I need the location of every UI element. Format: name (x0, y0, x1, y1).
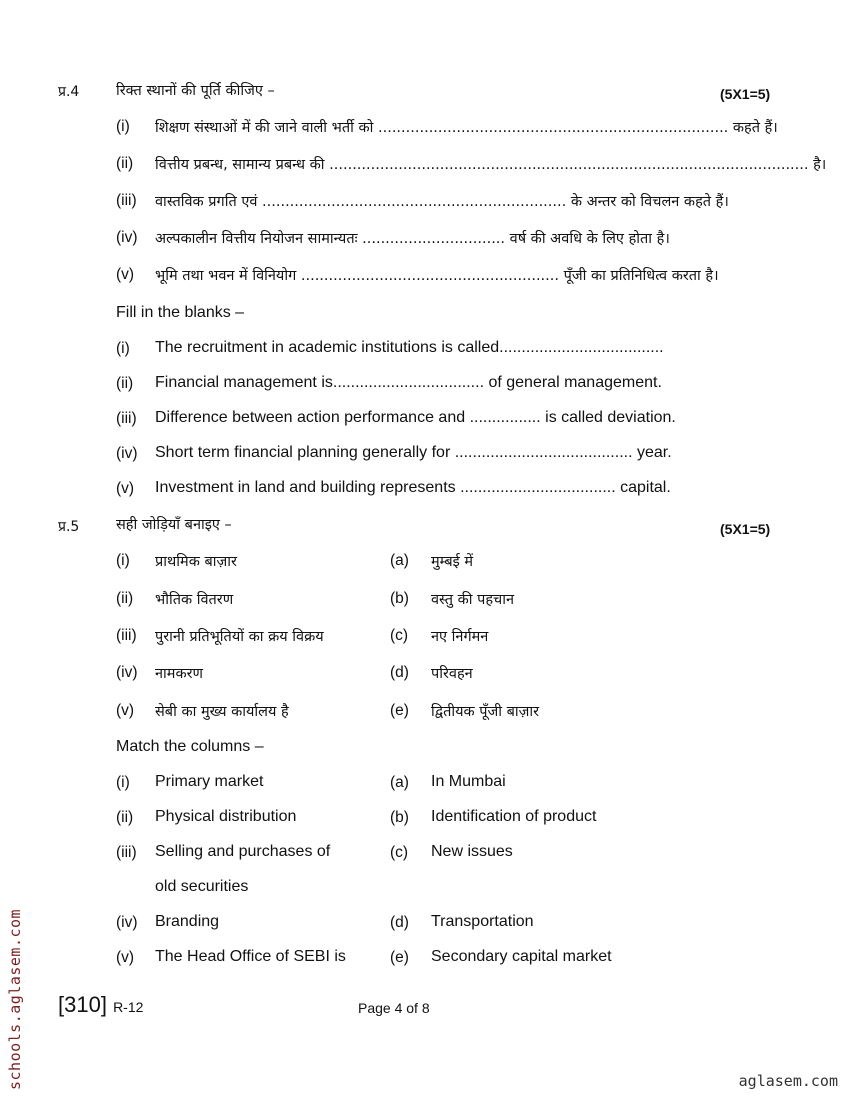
side-watermark: schools.aglasem.com (6, 908, 24, 1090)
q5-en-left-5: The Head Office of SEBI is (155, 948, 346, 965)
q5-number: प्र.5 (58, 519, 80, 535)
q5-en-rnum-4: (d) (390, 914, 409, 931)
q4-en-item-5: Investment in land and building represents ................................... capital. (155, 479, 671, 496)
q5-hi-right-2: वस्तु की पहचान (431, 592, 515, 608)
q4-hi-item-2: वित्तीय प्रबन्ध, सामान्य प्रबन्ध की ........................................................................................................ है। (155, 157, 827, 173)
q5-hi-lnum-1: (i) (116, 552, 130, 569)
q5-en-lnum-1: (i) (116, 774, 130, 791)
q5-hi-left-2: भौतिक वितरण (155, 592, 234, 608)
q5-marks: (5X1=5) (720, 521, 771, 537)
q5-hi-right-3: नए निर्गमन (431, 629, 489, 645)
paper-code-footer (58, 992, 143, 1018)
q4-hi-item-4: अल्पकालीन वित्तीय नियोजन सामान्यतः ............................... वर्ष की अवधि के लिए होता है। (155, 231, 670, 247)
q5-en-lnum-4: (iv) (116, 914, 138, 931)
q4-hi-item-3: वास्तविक प्रगति एवं .................................................................. के अन्तर को विचलन कहते हैं। (155, 194, 729, 210)
q4-hi-num-4: (iv) (116, 229, 138, 246)
q5-hi-right-4: परिवहन (431, 666, 473, 682)
q5-en-rnum-5: (e) (390, 949, 409, 966)
q5-en-right-5: Secondary capital market (431, 948, 612, 965)
q5-en-right-4: Transportation (431, 913, 534, 930)
q4-hi-num-2: (ii) (116, 155, 134, 172)
q4-marks: (5X1=5) (720, 86, 771, 102)
paper-series: R-12 (113, 999, 144, 1015)
q5-heading-english: Match the columns – (116, 738, 264, 755)
q5-en-left-4: Branding (155, 913, 220, 930)
q4-en-num-1: (i) (116, 340, 130, 357)
q4-number: प्र.4 (58, 84, 80, 100)
q5-hi-left-5: सेबी का मुख्य कार्यालय है (155, 704, 289, 720)
q5-en-left-1: Primary market (155, 773, 264, 790)
q5-en-rnum-3: (c) (390, 844, 409, 861)
q5-en-rnum-2: (b) (390, 809, 409, 826)
q4-en-item-2: Financial management is.................................. of general management. (155, 374, 662, 391)
q4-en-item-1: The recruitment in academic institutions is called..................................... (155, 339, 664, 356)
q5-en-right-2: Identification of product (431, 808, 597, 825)
q5-en-left-2: Physical distribution (155, 808, 297, 825)
q4-heading-hindi: रिक्त स्थानों की पूर्ति कीजिए – (116, 83, 275, 99)
q4-heading-english: Fill in the blanks – (116, 304, 245, 321)
q5-hi-rnum-1: (a) (390, 552, 409, 569)
q5-hi-lnum-2: (ii) (116, 590, 134, 607)
q5-en-lnum-2: (ii) (116, 809, 134, 826)
q4-hi-num-3: (iii) (116, 192, 137, 209)
q4-en-num-3: (iii) (116, 410, 137, 427)
q5-en-right-3: New issues (431, 843, 513, 860)
q5-en-right-1: In Mumbai (431, 773, 506, 790)
q5-hi-rnum-3: (c) (390, 627, 409, 644)
q5-en-lnum-3: (iii) (116, 844, 137, 861)
page-number: Page 4 of 8 (358, 1000, 430, 1016)
q5-hi-rnum-4: (d) (390, 664, 409, 681)
paper-code: [310] (58, 992, 107, 1017)
q4-hi-num-1: (i) (116, 118, 130, 135)
q5-en-left-3-continued: old securities (155, 878, 249, 895)
q5-hi-left-3: पुरानी प्रतिभूतियों का क्रय विक्रय (155, 629, 324, 645)
q5-hi-lnum-3: (iii) (116, 627, 137, 644)
q5-heading-hindi: सही जोड़ियाँ बनाइए – (116, 517, 232, 533)
q5-hi-lnum-4: (iv) (116, 664, 138, 681)
q5-en-rnum-1: (a) (390, 774, 409, 791)
q5-hi-right-5: द्वितीयक पूँजी बाज़ार (431, 704, 540, 720)
q4-en-num-5: (v) (116, 480, 135, 497)
q4-en-item-4: Short term financial planning generally for ........................................ year. (155, 444, 672, 461)
q4-en-item-3: Difference between action performance and ................ is called deviation. (155, 409, 676, 426)
q5-hi-lnum-5: (v) (116, 702, 135, 719)
q5-hi-rnum-5: (e) (390, 702, 409, 719)
q4-hi-item-1: शिक्षण संस्थाओं में की जाने वाली भर्ती को ............................................................................ कहते हैं। (155, 120, 778, 136)
q5-en-left-3: Selling and purchases of (155, 843, 331, 860)
q4-hi-num-5: (v) (116, 266, 135, 283)
q4-en-num-2: (ii) (116, 375, 134, 392)
bottom-watermark: aglasem.com (738, 1072, 838, 1090)
q5-en-lnum-5: (v) (116, 949, 135, 966)
q4-en-num-4: (iv) (116, 445, 138, 462)
q5-hi-rnum-2: (b) (390, 590, 409, 607)
q5-hi-left-4: नामकरण (155, 666, 204, 682)
q4-hi-item-5: भूमि तथा भवन में विनियोग ........................................................ पूँजी का प्रतिनिधित्व करता है। (155, 268, 719, 284)
q5-hi-right-1: मुम्बई में (431, 554, 474, 570)
q5-hi-left-1: प्राथमिक बाज़ार (155, 554, 237, 570)
